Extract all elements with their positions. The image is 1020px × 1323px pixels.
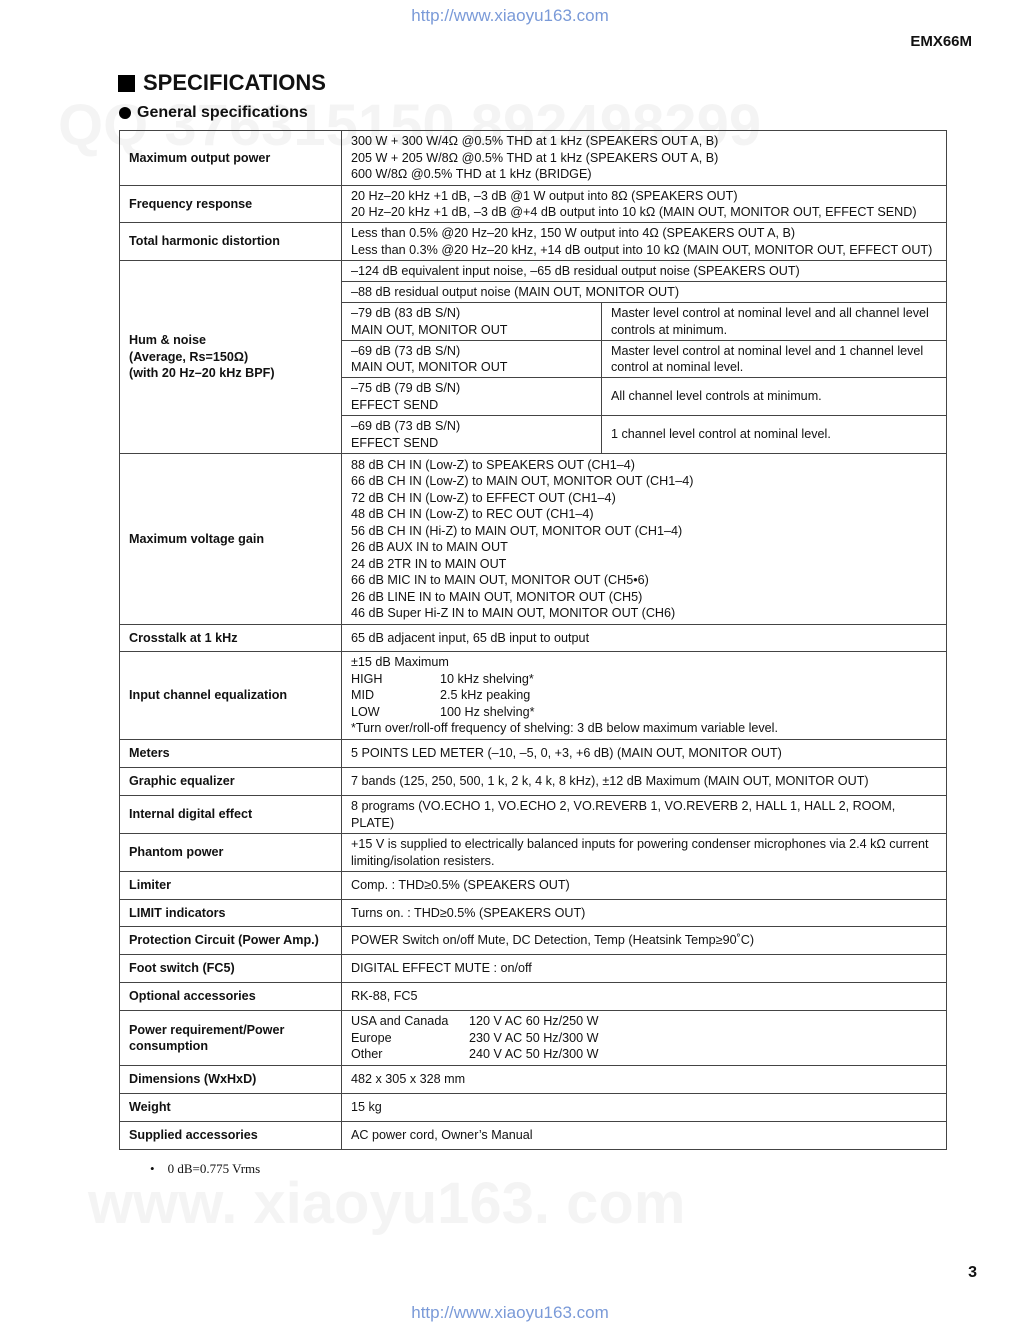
spec-value: Comp. : THD≥0.5% (SPEAKERS OUT) [342,872,947,900]
eq-band: HIGH [351,671,383,686]
spec-line: –69 dB (73 dB S/N) [351,343,461,358]
spec-value: 7 bands (125, 250, 500, 1 k, 2 k, 4 k, 8 kHz), ±12 dB Maximum (MAIN OUT, MONITOR OUT) [342,768,947,796]
spec-label: Limiter [120,872,342,900]
spec-value [342,652,947,740]
spec-line: 300 W + 300 W/4Ω @0.5% THD at 1 kHz (SPEAKERS OUT A, B) [351,134,719,149]
spec-line: 66 dB CH IN (Low-Z) to MAIN OUT, MONITOR OUT (CH1–4) [351,474,694,488]
spec-value: 482 x 305 x 328 mm [342,1066,947,1094]
page-number: 3 [968,1264,977,1281]
spec-value: 8 programs (VO.ECHO 1, VO.ECHO 2, VO.REVERB 1, VO.REVERB 2, HALL 1, HALL 2, ROOM, PLATE) [342,796,947,834]
spec-line: EFFECT SEND [351,435,439,450]
region: Europe [351,1030,392,1045]
table-row [120,625,947,652]
spec-label: Protection Circuit (Power Amp.) [120,927,342,955]
spec-label: Phantom power [120,834,342,872]
spec-label: Weight [120,1094,342,1122]
region-value: 230 V AC 50 Hz/300 W [469,1030,599,1045]
table-row [120,927,947,955]
spec-condition: All channel level controls at minimum. [602,378,947,416]
section-title [118,70,326,96]
spec-table [119,130,947,1150]
model-name: EMX66M [910,33,972,50]
spec-line: 26 dB AUX IN to MAIN OUT [351,540,508,554]
region: USA and Canada [351,1014,449,1029]
table-row [120,454,947,625]
spec-line: 600 W/8Ω @0.5% THD at 1 kHz (BRIDGE) [351,167,592,182]
table-row [120,834,947,872]
spec-label: Foot switch (FC5) [120,955,342,983]
table-row [120,261,947,282]
circle-bullet-icon [119,107,131,119]
spec-line [351,1046,937,1063]
table-row [120,1094,947,1122]
spec-line [351,1013,937,1030]
spec-label-line: Hum & noise [129,333,206,348]
watermark-url-top: http://www.xiaoyu163.com [411,6,609,25]
region-value: 240 V AC 50 Hz/300 W [469,1047,599,1062]
table-row [120,796,947,834]
eq-value: 2.5 kHz peaking [440,688,531,703]
spec-line: 46 dB Super Hi-Z IN to MAIN OUT, MONITOR OUT (CH6) [351,606,676,620]
spec-line [351,687,937,704]
spec-line [351,1030,937,1047]
table-row [120,652,947,740]
spec-line: Less than 0.3% @20 Hz–20 kHz, +14 dB output into 10 kΩ (MAIN OUT, MONITOR OUT, EFFECT OUT) [351,242,933,257]
spec-value [342,341,602,378]
spec-value [342,454,947,625]
spec-value: AC power cord, Owner’s Manual [342,1122,947,1150]
spec-label: LIMIT indicators [120,900,342,927]
spec-line: 20 Hz–20 kHz +1 dB, –3 dB @+4 dB output into 10 kΩ (MAIN OUT, MONITOR OUT, EFFECT SEND) [351,205,917,219]
square-bullet-icon [118,75,135,92]
subsection-title-text: General specifications [137,104,308,121]
region: Other [351,1047,383,1062]
spec-label-line: (Average, Rs=150Ω) [129,349,249,364]
table-row [120,740,947,768]
region-value: 120 V AC 60 Hz/250 W [469,1014,599,1029]
table-row [120,186,947,223]
footnote-text: 0 dB=0.775 Vrms [167,1161,261,1176]
spec-line: 205 W + 205 W/8Ω @0.5% THD at 1 kHz (SPEAKERS OUT A, B) [351,150,719,165]
spec-label: Dimensions (WxHxD) [120,1066,342,1094]
eq-band: LOW [351,704,380,719]
watermark-ghost-bottom [88,1170,685,1237]
spec-label: Frequency response [120,186,342,223]
table-row [120,1066,947,1094]
eq-band: MID [351,688,375,703]
table-row [120,900,947,927]
spec-line: 66 dB MIC IN to MAIN OUT, MONITOR OUT (CH5•6) [351,573,649,587]
spec-value: –124 dB equivalent input noise, –65 dB residual output noise (SPEAKERS OUT) [342,261,947,282]
spec-line: 88 dB CH IN (Low-Z) to SPEAKERS OUT (CH1–4) [351,457,635,472]
spec-label: Power requirement/Power consumption [120,1011,342,1066]
spec-line: –79 dB (83 dB S/N) [351,306,461,320]
spec-line: 56 dB CH IN (Hi-Z) to MAIN OUT, MONITOR OUT (CH1–4) [351,523,683,538]
spec-label: Maximum voltage gain [120,454,342,625]
spec-label: Supplied accessories [120,1122,342,1150]
spec-line: *Turn over/roll-off frequency of shelving: 3 dB below maximum variable level. [351,721,778,736]
table-row [120,1011,947,1066]
spec-value: RK-88, FC5 [342,983,947,1011]
spec-value [342,223,947,261]
spec-label-line: (with 20 Hz–20 kHz BPF) [129,366,275,381]
spec-value: –88 dB residual output noise (MAIN OUT, MONITOR OUT) [342,282,947,303]
spec-label: Meters [120,740,342,768]
spec-label: Total harmonic distortion [120,223,342,261]
spec-line: EFFECT SEND [351,397,439,412]
table-row [120,872,947,900]
spec-label: Crosstalk at 1 kHz [120,625,342,652]
spec-line: MAIN OUT, MONITOR OUT [351,322,508,337]
spec-value: DIGITAL EFFECT MUTE : on/off [342,955,947,983]
spec-label: Maximum output power [120,131,342,186]
spec-line: 20 Hz–20 kHz +1 dB, –3 dB @1 W output into 8Ω (SPEAKERS OUT) [351,188,738,203]
spec-condition: Master level control at nominal level and all channel level controls at minimum. [602,303,947,341]
spec-line: 24 dB 2TR IN to MAIN OUT [351,556,507,571]
table-row [120,223,947,261]
table-row [120,768,947,796]
table-row [120,1122,947,1150]
section-title-text: SPECIFICATIONS [143,70,326,95]
spec-value [342,378,602,416]
spec-value: POWER Switch on/off Mute, DC Detection, Temp (Heatsink Temp≥90˚C) [342,927,947,955]
spec-label: Input channel equalization [120,652,342,740]
spec-line: –69 dB (73 dB S/N) [351,419,461,433]
watermark-url-bottom: http://www.xiaoyu163.com [411,1303,609,1322]
spec-line: ±15 dB Maximum [351,655,449,670]
spec-condition: 1 channel level control at nominal level. [602,416,947,454]
table-row [120,131,947,186]
subsection-title [119,104,308,122]
spec-line: 72 dB CH IN (Low-Z) to EFFECT OUT (CH1–4) [351,490,616,505]
spec-value: 65 dB adjacent input, 65 dB input to output [342,625,947,652]
spec-line: Less than 0.5% @20 Hz–20 kHz, 150 W output into 4Ω (SPEAKERS OUT A, B) [351,226,796,240]
spec-line: 26 dB LINE IN to MAIN OUT, MONITOR OUT (CH5) [351,589,643,604]
spec-value: 5 POINTS LED METER (–10, –5, 0, +3, +6 dB) (MAIN OUT, MONITOR OUT) [342,740,947,768]
table-row [120,955,947,983]
eq-value: 100 Hz shelving* [440,704,535,719]
spec-label: Graphic equalizer [120,768,342,796]
spec-value: 15 kg [342,1094,947,1122]
spec-value [342,131,947,186]
spec-line [351,671,937,688]
spec-line: –75 dB (79 dB S/N) [351,381,461,395]
spec-value [342,186,947,223]
spec-label [120,261,342,454]
spec-value [342,416,602,454]
spec-line: 48 dB CH IN (Low-Z) to REC OUT (CH1–4) [351,507,594,521]
spec-value: +15 V is supplied to electrically balanced inputs for powering condenser microphones via 2.4 kΩ current limiting/isolation resisters. [342,834,947,872]
bullet-icon: • [150,1161,155,1176]
spec-label: Internal digital effect [120,796,342,834]
spec-label: Optional accessories [120,983,342,1011]
spec-line [351,704,937,721]
spec-value: Turns on. : THD≥0.5% (SPEAKERS OUT) [342,900,947,927]
spec-value [342,303,602,341]
spec-value [342,1011,947,1066]
table-row [120,983,947,1011]
spec-condition: Master level control at nominal level and 1 channel level control at nominal level. [602,341,947,378]
eq-value: 10 kHz shelving* [440,671,534,686]
spec-line: MAIN OUT, MONITOR OUT [351,360,508,374]
